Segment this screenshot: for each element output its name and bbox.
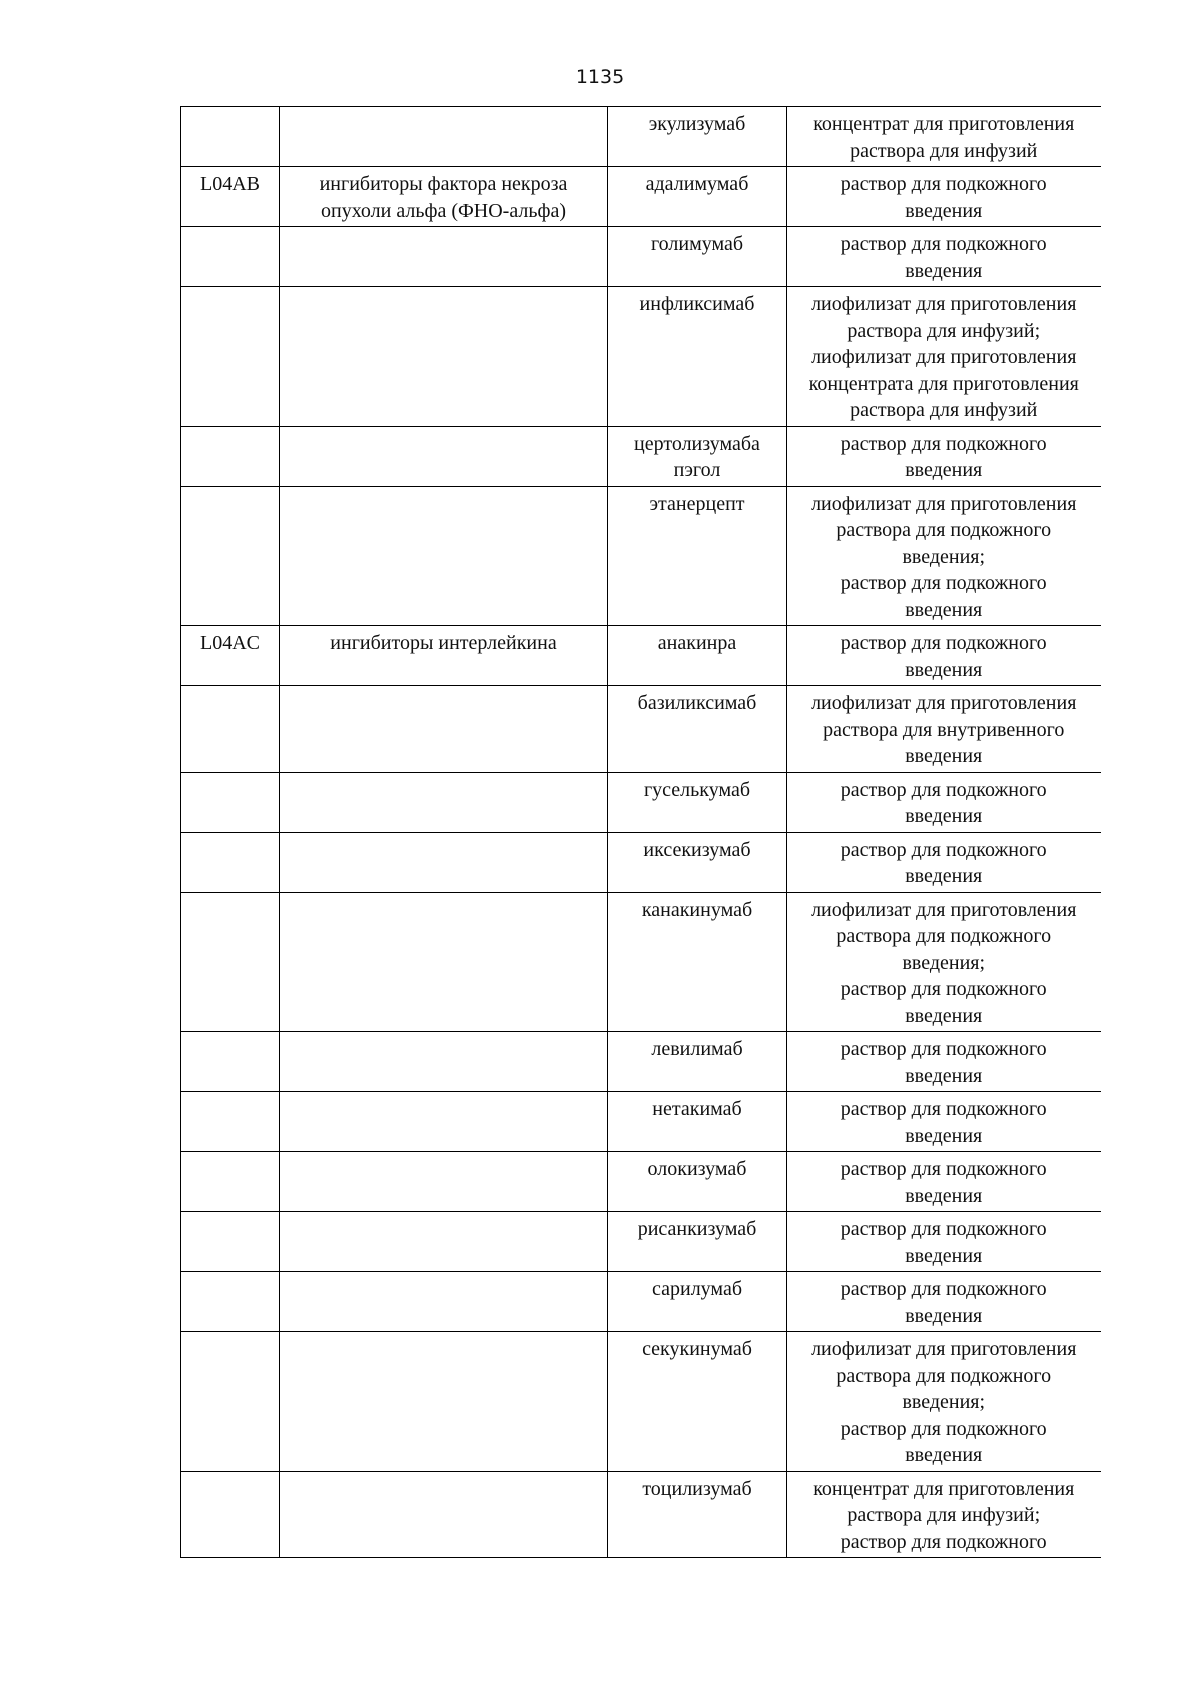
drug-name-cell	[608, 1032, 787, 1092]
table-row	[181, 426, 1101, 486]
dosage-form-cell	[787, 486, 1101, 626]
drug-group-cell	[280, 426, 608, 486]
dosage-form-cell	[787, 1332, 1101, 1472]
dosage-form-line: введения	[905, 459, 983, 481]
dosage-form-cell	[787, 1471, 1101, 1558]
drug-name-cell	[608, 1272, 787, 1332]
drug-name-line: пэгол	[673, 459, 721, 481]
dosage-form-line: лиофилизат для приготовления	[811, 293, 1077, 315]
dosage-form-line: раствора для подкожного	[836, 519, 1052, 541]
drug-name-line: иксекизумаб	[643, 838, 751, 861]
drug-group-line: ингибиторы интерлейкина	[330, 632, 557, 654]
dosage-form-cell	[787, 1212, 1101, 1272]
drug-group-cell	[280, 626, 608, 686]
drug-name-cell	[608, 1471, 787, 1558]
drug-name-line: канакинумаб	[641, 898, 753, 921]
page-number: 1135	[575, 66, 625, 88]
dosage-form-line: введения	[905, 1444, 983, 1466]
dosage-form-cell	[787, 107, 1101, 167]
dosage-form-line: концентрат для приготовления	[813, 113, 1075, 135]
atc-code-cell	[181, 892, 280, 1032]
drug-name-line: тоцилизумаб	[642, 1477, 752, 1500]
drug-name-cell	[608, 1092, 787, 1152]
dosage-form-line: введения;	[902, 951, 986, 974]
drug-name-line: этанерцепт	[649, 492, 745, 515]
drug-name-line: гуселькумаб	[643, 778, 751, 801]
drug-name-line: анакинра	[657, 632, 737, 654]
drug-group-cell	[280, 227, 608, 287]
dosage-form-line: лиофилизат для приготовления	[811, 492, 1077, 515]
dosage-form-cell	[787, 1152, 1101, 1212]
table-row	[181, 686, 1101, 773]
dosage-form-line: раствора для подкожного	[836, 925, 1052, 947]
drug-name-line: секукинумаб	[642, 1338, 752, 1360]
dosage-form-line: раствор для подкожного	[840, 233, 1047, 255]
drug-group-cell	[280, 167, 608, 227]
drug-name-cell	[608, 287, 787, 427]
dosage-form-line: лиофилизат для приготовления	[811, 346, 1077, 368]
dosage-form-line: раствор для подкожного	[840, 838, 1047, 861]
dosage-form-line: введения	[905, 865, 983, 887]
dosage-form-line: введения	[905, 658, 983, 681]
dosage-form-line: введения	[905, 598, 983, 621]
dosage-form-line: раствора для инфузий	[850, 139, 1038, 162]
atc-code-cell	[181, 287, 280, 427]
drug-name-cell	[608, 772, 787, 832]
dosage-form-line: концентрат для приготовления	[813, 1477, 1075, 1500]
dosage-form-line: введения	[905, 1004, 983, 1027]
dosage-form-cell	[787, 227, 1101, 287]
dosage-form-cell	[787, 892, 1101, 1032]
table-row	[181, 167, 1101, 227]
dosage-form-line: раствор для подкожного	[840, 173, 1047, 195]
dosage-form-cell	[787, 426, 1101, 486]
drug-name-line: инфликсимаб	[639, 293, 755, 315]
drug-table	[180, 106, 1101, 1558]
drug-name-cell	[608, 1212, 787, 1272]
table-row	[181, 287, 1101, 427]
atc-code-cell	[181, 1332, 280, 1472]
drug-group-cell	[280, 1152, 608, 1212]
atc-code-cell	[181, 1092, 280, 1152]
dosage-form-line: раствор для подкожного	[840, 1218, 1047, 1240]
drug-name-cell	[608, 626, 787, 686]
drug-name-cell	[608, 832, 787, 892]
drug-name-cell	[608, 686, 787, 773]
drug-group-cell	[280, 686, 608, 773]
drug-name-line: цертолизумаба	[634, 432, 760, 455]
dosage-form-line: введения;	[902, 1391, 986, 1413]
atc-code-cell	[181, 832, 280, 892]
drug-name-line: экулизумаб	[648, 113, 746, 135]
drug-name-line: левилимаб	[651, 1038, 743, 1060]
atc-code-cell	[181, 772, 280, 832]
dosage-form-line: введения	[905, 745, 983, 767]
drug-name-line: олокизумаб	[647, 1158, 747, 1180]
table-row	[181, 486, 1101, 626]
drug-group-line: опухоли альфа (ФНО-альфа)	[320, 199, 566, 222]
atc-code-cell: L04AB	[181, 167, 280, 227]
drug-group-cell	[280, 1212, 608, 1272]
dosage-form-cell	[787, 287, 1101, 427]
drug-group-cell	[280, 486, 608, 626]
dosage-form-cell	[787, 1032, 1101, 1092]
drug-name-cell	[608, 486, 787, 626]
table-row	[181, 626, 1101, 686]
dosage-form-cell	[787, 167, 1101, 227]
atc-code-cell	[181, 426, 280, 486]
table-row	[181, 772, 1101, 832]
dosage-form-line: раствор для подкожного	[840, 978, 1047, 1000]
atc-code-cell	[181, 686, 280, 773]
dosage-form-line: раствор для подкожного	[840, 1038, 1047, 1060]
drug-name-cell	[608, 227, 787, 287]
dosage-form-line: раствора для подкожного	[836, 1364, 1052, 1387]
dosage-form-cell	[787, 772, 1101, 832]
drug-group-cell	[280, 1471, 608, 1558]
dosage-form-cell	[787, 1092, 1101, 1152]
table-row	[181, 832, 1101, 892]
drug-name-cell	[608, 107, 787, 167]
atc-code-cell	[181, 227, 280, 287]
drug-group-cell	[280, 772, 608, 832]
table-row	[181, 1152, 1101, 1212]
drug-name-line: сарилумаб	[652, 1278, 742, 1300]
drug-name-cell	[608, 1332, 787, 1472]
dosage-form-line: раствора для инфузий	[850, 399, 1038, 421]
drug-name-cell	[608, 892, 787, 1032]
table-row	[181, 1212, 1101, 1272]
table-row	[181, 1471, 1101, 1558]
atc-code-cell	[181, 107, 280, 167]
drug-name-cell	[608, 167, 787, 227]
table-row	[181, 107, 1101, 167]
dosage-form-line: введения	[905, 199, 983, 222]
atc-code-cell	[181, 1272, 280, 1332]
dosage-form-line: введения	[905, 1244, 983, 1267]
drug-group-line: ингибиторы фактора некроза	[319, 173, 568, 195]
dosage-form-line: раствора для инфузий;	[847, 319, 1041, 342]
dosage-form-cell	[787, 832, 1101, 892]
dosage-form-line: раствор для подкожного	[840, 1417, 1047, 1440]
dosage-form-line: раствор для подкожного	[840, 632, 1047, 654]
drug-group-cell	[280, 107, 608, 167]
drug-name-line: адалимумаб	[645, 173, 749, 195]
dosage-form-cell	[787, 626, 1101, 686]
drug-group-cell	[280, 832, 608, 892]
drug-group-cell	[280, 1272, 608, 1332]
dosage-form-line: раствор для подкожного	[840, 1158, 1047, 1180]
atc-code-cell	[181, 1212, 280, 1272]
drug-group-cell	[280, 1332, 608, 1472]
atc-code-cell	[181, 1152, 280, 1212]
dosage-form-line: раствор для подкожного	[840, 1530, 1047, 1553]
drug-name-cell	[608, 1152, 787, 1212]
dosage-form-line: введения	[905, 1064, 983, 1087]
atc-code-cell	[181, 1032, 280, 1092]
dosage-form-line: введения	[905, 1304, 983, 1327]
dosage-form-line: введения	[905, 1184, 983, 1207]
dosage-form-line: лиофилизат для приготовления	[811, 898, 1077, 921]
drug-group-cell	[280, 1092, 608, 1152]
dosage-form-line: концентрата для приготовления	[808, 372, 1079, 395]
dosage-form-cell	[787, 686, 1101, 773]
drug-name-line: рисанкизумаб	[637, 1218, 757, 1240]
dosage-form-line: раствор для подкожного	[840, 1098, 1047, 1120]
atc-code-cell	[181, 486, 280, 626]
table-row	[181, 892, 1101, 1032]
drug-group-cell	[280, 287, 608, 427]
dosage-form-line: введения	[905, 259, 983, 282]
dosage-form-line: раствор для подкожного	[840, 1278, 1047, 1300]
dosage-form-line: лиофилизат для приготовления	[811, 692, 1077, 714]
dosage-form-line: введения;	[902, 545, 986, 568]
table-row	[181, 227, 1101, 287]
atc-code-cell: L04AC	[181, 626, 280, 686]
drug-name-line: базиликсимаб	[637, 692, 757, 714]
dosage-form-line: раствор для подкожного	[840, 778, 1047, 801]
atc-code-cell	[181, 1471, 280, 1558]
table-row	[181, 1092, 1101, 1152]
drug-name-line: голимумаб	[650, 233, 744, 255]
dosage-form-line: лиофилизат для приготовления	[811, 1338, 1077, 1360]
dosage-form-line: раствора для внутривенного	[823, 718, 1065, 741]
drug-group-cell	[280, 1032, 608, 1092]
drug-table-body	[181, 107, 1101, 1558]
dosage-form-line: введения	[905, 1124, 983, 1147]
drug-name-cell	[608, 426, 787, 486]
dosage-form-line: введения	[905, 805, 983, 827]
table-row	[181, 1332, 1101, 1472]
dosage-form-line: раствора для инфузий;	[847, 1504, 1041, 1526]
dosage-form-line: раствор для подкожного	[840, 572, 1047, 594]
table-row	[181, 1032, 1101, 1092]
drug-group-cell	[280, 892, 608, 1032]
dosage-form-line: раствор для подкожного	[840, 432, 1047, 455]
drug-name-line: нетакимаб	[652, 1098, 742, 1120]
dosage-form-cell	[787, 1272, 1101, 1332]
table-row	[181, 1272, 1101, 1332]
